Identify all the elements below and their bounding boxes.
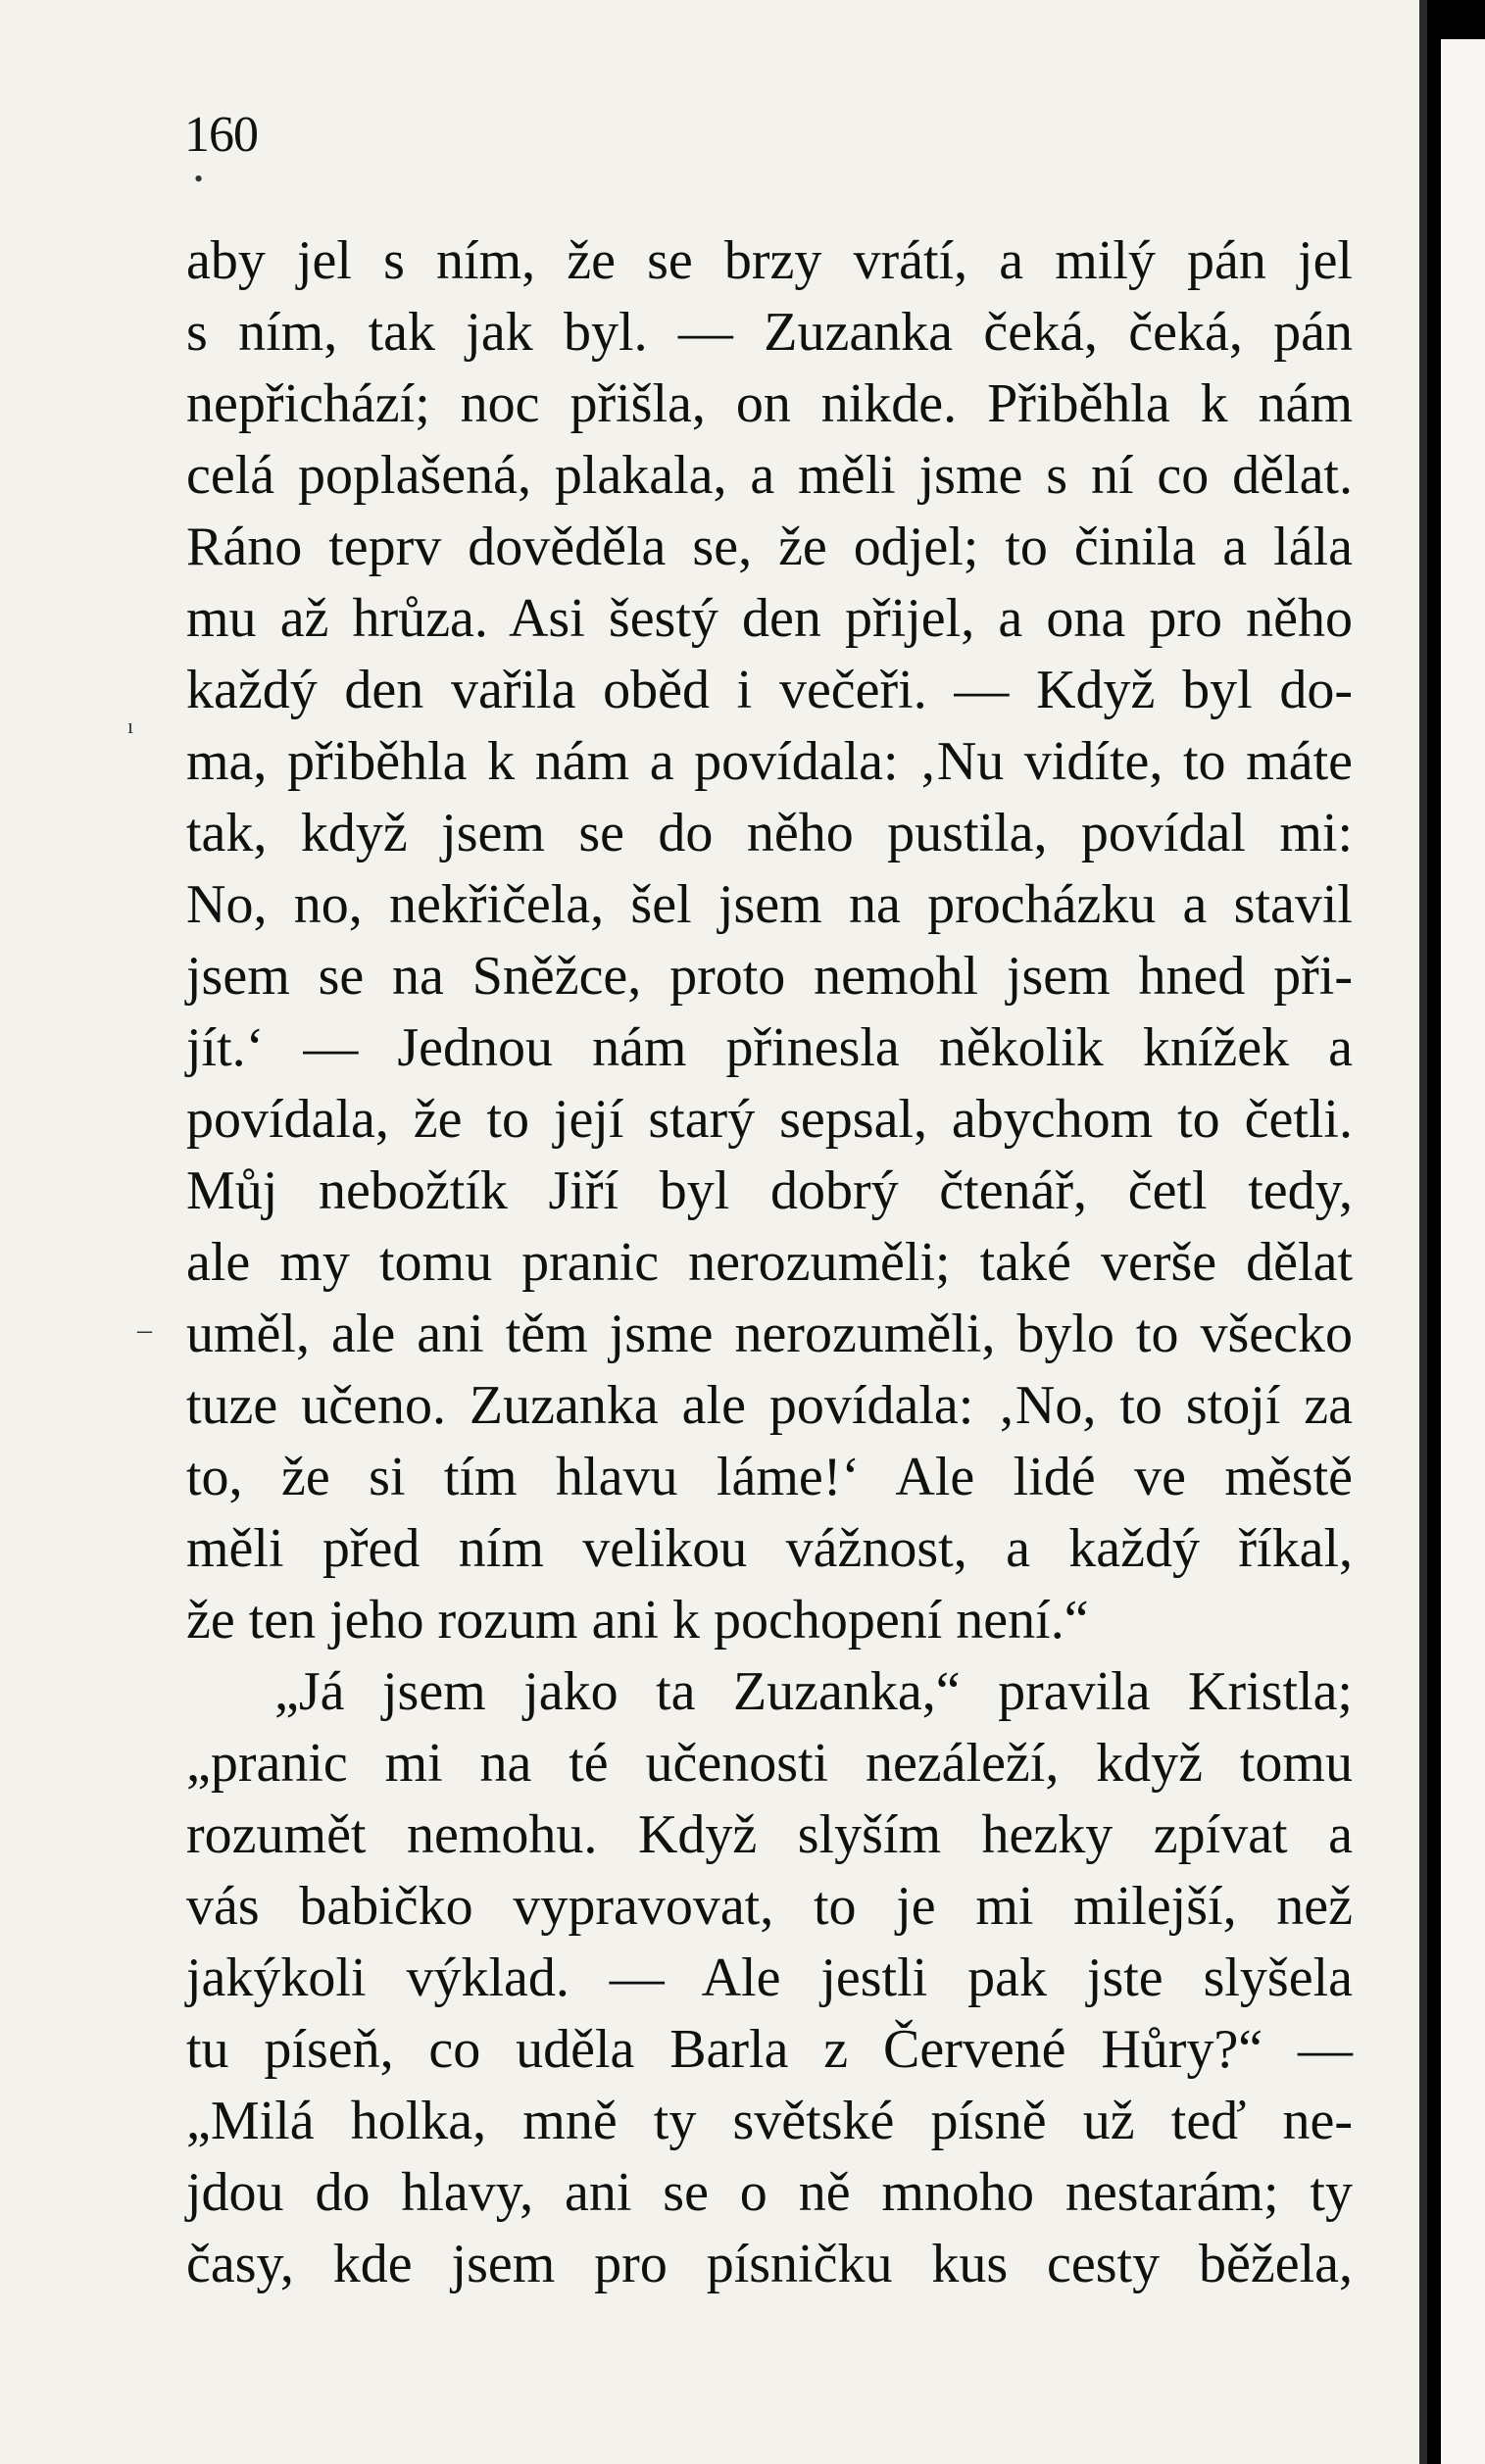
- text-line: jít.‘ — Jednou nám přinesla několik knížek a: [186, 1017, 1353, 1078]
- text-line: jsem se na Sněžce, proto nemohl jsem hned při-: [186, 946, 1353, 1007]
- text-line: No, no, nekřičela, šel jsem na procházku a stavil: [186, 874, 1353, 935]
- text-line: Můj nebožtík Jiří byl dobrý čtenář, četl tedy,: [186, 1160, 1353, 1221]
- text-line: tuze učeno. Zuzanka ale povídala: ‚No, to stojí za: [186, 1375, 1353, 1436]
- text-line: povídala, že to její starý sepsal, abychom to četli.: [186, 1089, 1353, 1150]
- text-line: tu píseň, co uděla Barla z Červené Hůry?“ —: [186, 2019, 1353, 2080]
- ink-speck: –: [137, 1313, 152, 1346]
- text-line: jdou do hlavy, ani se o ně mnoho nestarám; ty: [186, 2162, 1353, 2223]
- text-line: Ráno teprv dověděla se, že odjel; to činila a lála: [186, 517, 1353, 577]
- text-line: ma, přiběhla k nám a povídala: ‚Nu vidíte, to máte: [186, 731, 1353, 792]
- text-line: každý den vařila oběd i večeři. — Když byl do-: [186, 660, 1353, 720]
- text-line: mu až hrůza. Asi šestý den přijel, a ona pro něho: [186, 588, 1353, 649]
- page-number: 160: [184, 107, 258, 163]
- text-line: „pranic mi na té učenosti nezáleží, když tomu: [186, 1733, 1353, 1794]
- page-edge: [1419, 0, 1427, 2464]
- ink-speck: ı: [127, 714, 134, 738]
- adjacent-page-edge: [1441, 39, 1485, 2464]
- ink-speck: •: [194, 165, 204, 193]
- text-line: jakýkoli výklad. — Ale jestli pak jste slyšela: [186, 1947, 1353, 2008]
- text-line: celá poplašená, plakala, a měli jsme s ní co dělat.: [186, 445, 1353, 506]
- text-line: uměl, ale ani těm jsme nerozuměli, bylo to všecko: [186, 1304, 1353, 1364]
- text-line: rozumět nemohu. Když slyším hezky zpívat a: [186, 1804, 1353, 1865]
- text-line: vás babičko vypravovat, to je mi milejší, než: [186, 1876, 1353, 1937]
- text-line: aby jel s ním, že se brzy vrátí, a milý pán jel: [186, 230, 1353, 291]
- text-line: „Já jsem jako ta Zuzanka,“ pravila Kristla;: [274, 1661, 1353, 1722]
- text-line: ale my tomu pranic nerozuměli; také verše dělat: [186, 1232, 1353, 1293]
- text-line: „Milá holka, mně ty světské písně už teď ne-: [186, 2091, 1353, 2151]
- text-line: s ním, tak jak byl. — Zuzanka čeká, čeká, pán: [186, 302, 1353, 363]
- text-line: že ten jeho rozum ani k pochopení není.“: [186, 1590, 1089, 1651]
- body-text: [186, 225, 1353, 2300]
- text-line: to, že si tím hlavu láme!‘ Ale lidé ve městě: [186, 1447, 1353, 1507]
- text-line: časy, kde jsem pro písničku kus cesty běžela,: [186, 2234, 1353, 2294]
- text-line: měli před ním velikou vážnost, a každý říkal,: [186, 1518, 1353, 1579]
- text-line: tak, když jsem se do něho pustila, povídal mi:: [186, 803, 1353, 863]
- text-line: nepřichází; noc přišla, on nikde. Přiběhla k nám: [186, 373, 1353, 434]
